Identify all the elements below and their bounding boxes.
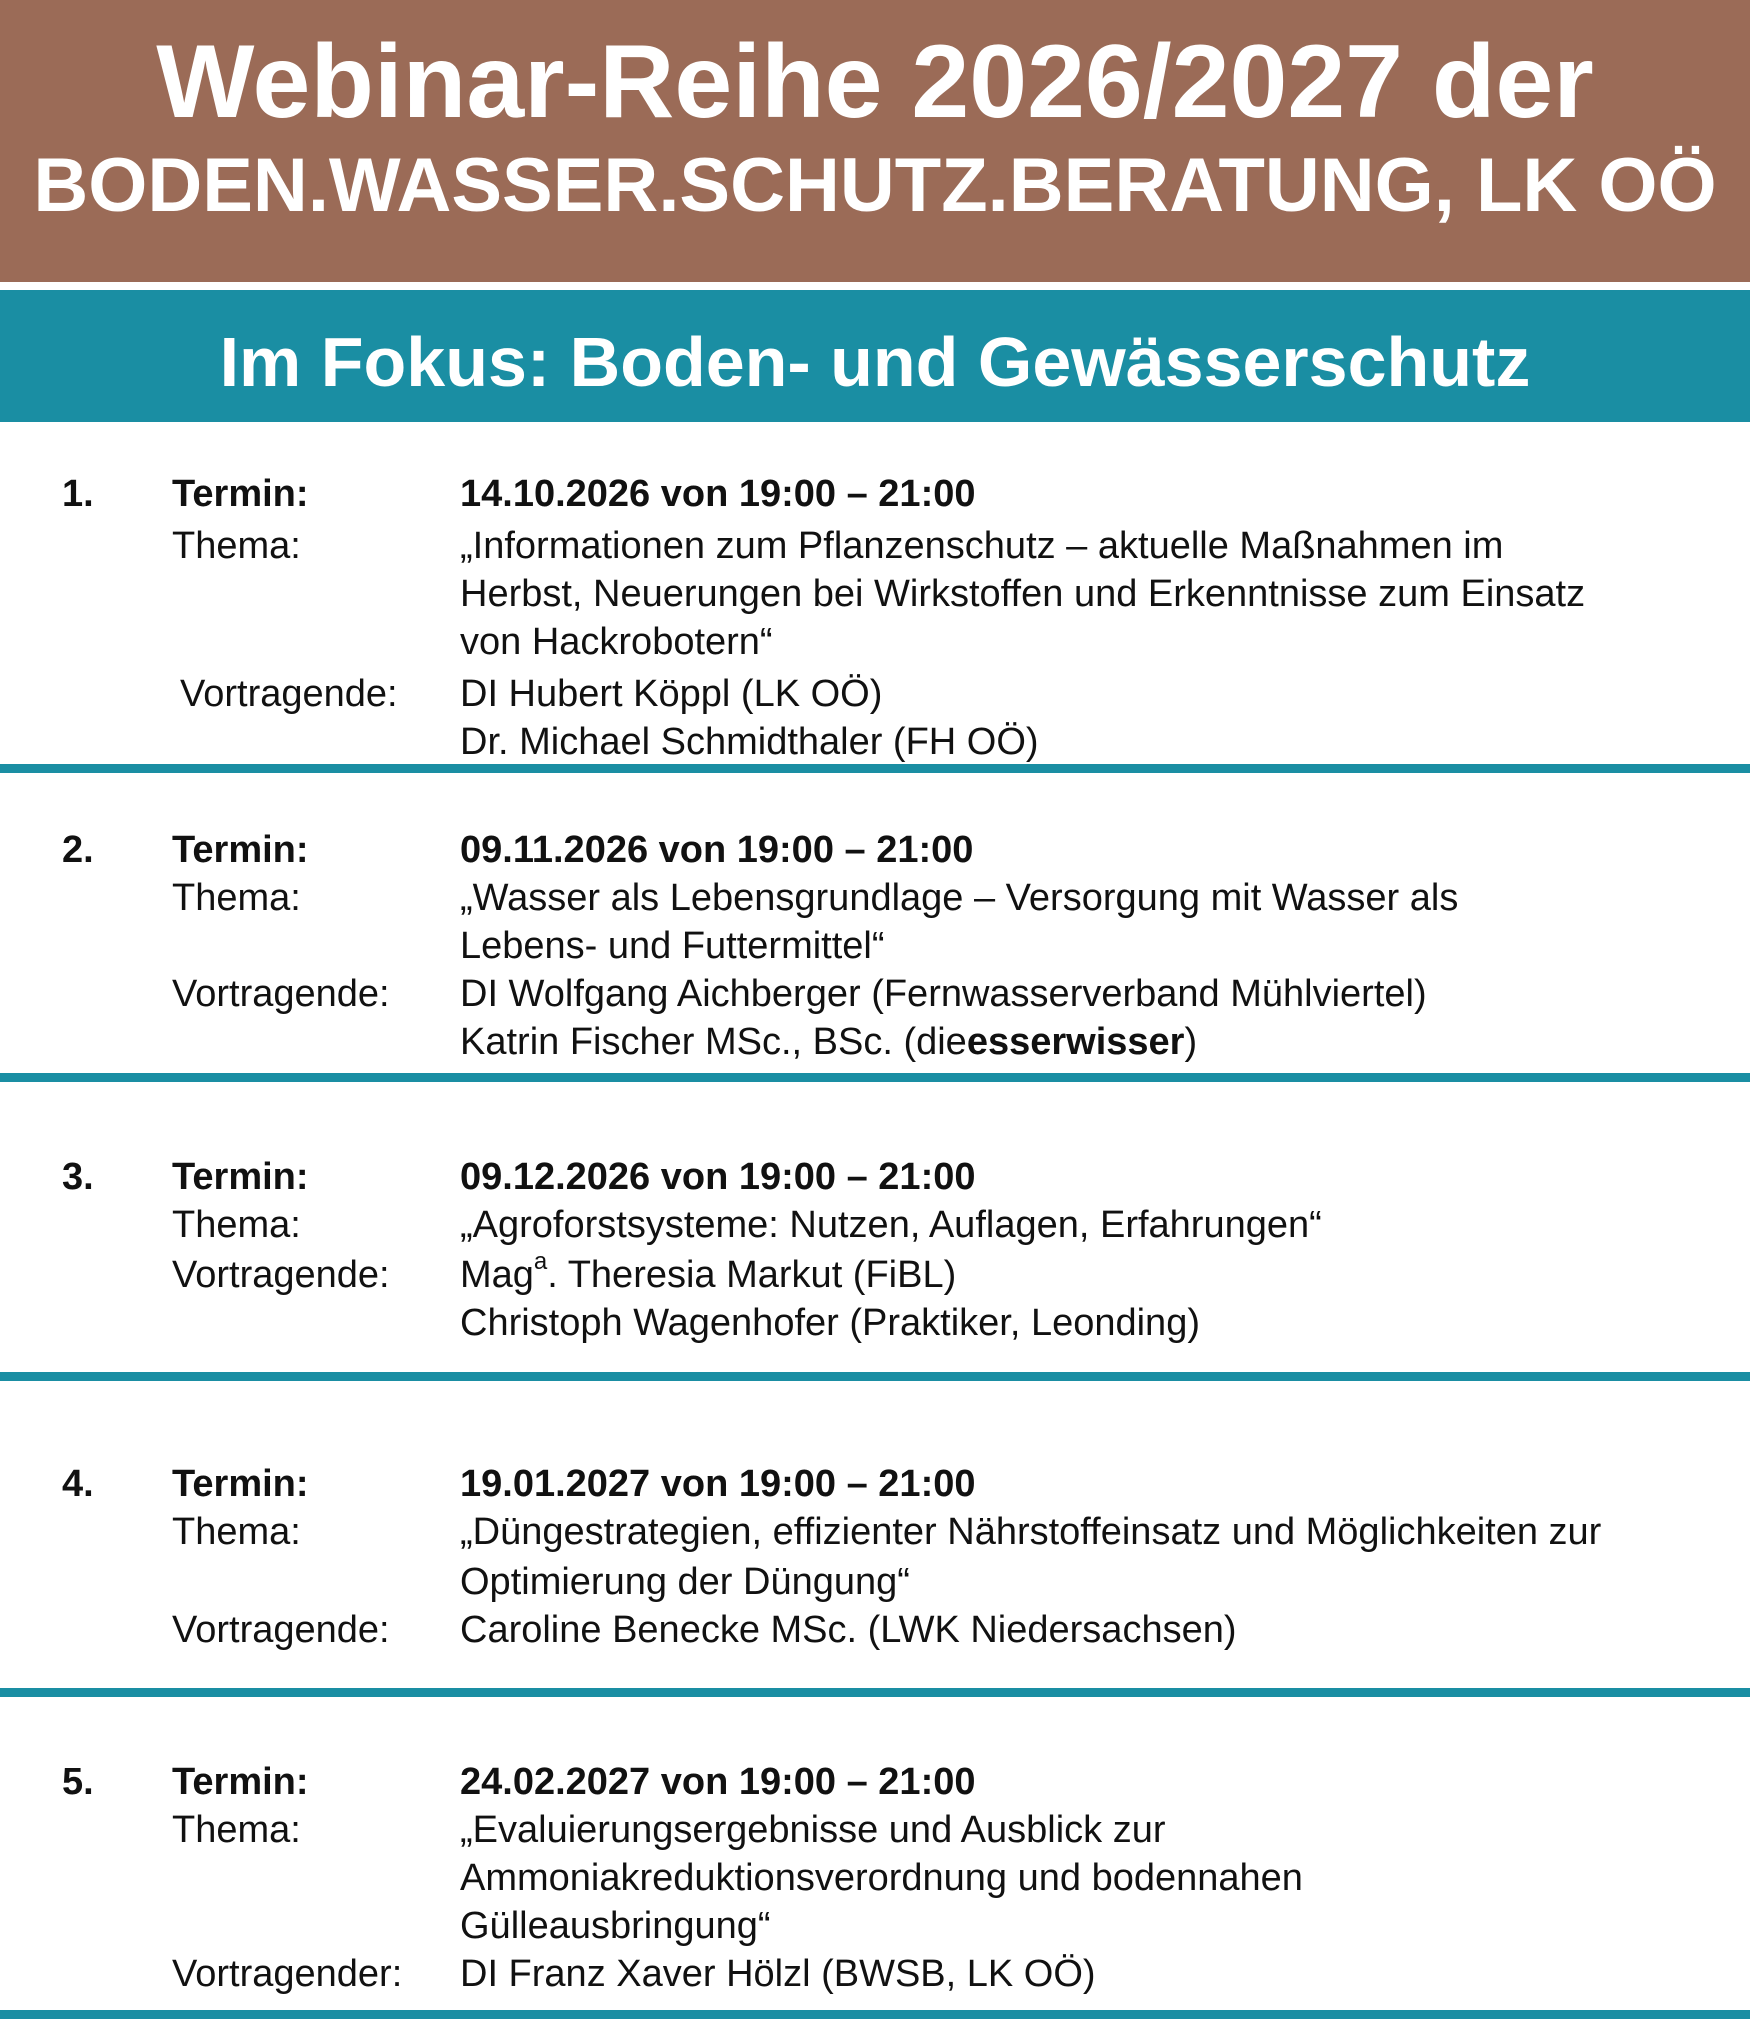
termin-value: 09.11.2026 von 19:00 – 21:00 [460, 829, 974, 871]
focus-title: Im Fokus: Boden- und Gewässerschutz [219, 323, 1531, 401]
thema-label: Thema: [172, 1511, 301, 1553]
speaker-org-bold: esserwisser [966, 1021, 1185, 1063]
speaker-name: . Theresia Markut (FiBL) [547, 1254, 957, 1296]
speaker [460, 1248, 1730, 1299]
thema-line: Herbst, Neuerungen bei Wirkstoffen und Erkenntnisse zum Einsatz [460, 573, 1586, 615]
thema-line: „Agroforstsysteme: Nutzen, Auflagen, Erfahrungen“ [460, 1204, 1322, 1246]
speaker-suffix: ) [1184, 1021, 1198, 1063]
vortragende-label: Vortragende: [180, 673, 398, 715]
speaker: Caroline Benecke MSc. (LWK Niedersachsen) [460, 1609, 1237, 1651]
termin-label: Termin: [172, 1156, 309, 1198]
speaker-title: Mag [460, 1254, 534, 1296]
speaker [460, 1018, 1730, 1066]
termin-value: 24.02.2027 von 19:00 – 21:00 [460, 1761, 976, 1803]
section-divider [0, 1073, 1750, 1082]
page-subtitle: BODEN.WASSER.SCHUTZ.BERATUNG, LK OÖ [33, 143, 1717, 228]
thema-line: Gülleausbringung“ [460, 1905, 771, 1947]
thema-label: Thema: [172, 1204, 301, 1246]
termin-value: 19.01.2027 von 19:00 – 21:00 [460, 1463, 976, 1505]
thema-line: „Informationen zum Pflanzenschutz – aktuelle Maßnahmen im [460, 525, 1504, 567]
speaker: Dr. Michael Schmidthaler (FH OÖ) [460, 721, 1039, 763]
termin-label: Termin: [172, 1463, 309, 1505]
section-divider [0, 1372, 1750, 1381]
vortragender-label: Vortragender: [172, 1953, 403, 1995]
section-divider [0, 1688, 1750, 1697]
session-number: 5. [62, 1761, 94, 1803]
vortragende-label: Vortragende: [172, 1254, 390, 1296]
session-number: 1. [62, 473, 94, 515]
thema-line: Ammoniakreduktionsverordnung und bodennahen [460, 1857, 1303, 1899]
session-number: 4. [62, 1463, 94, 1505]
speaker: DI Franz Xaver Hölzl (BWSB, LK OÖ) [460, 1953, 1096, 1995]
section-divider [0, 764, 1750, 773]
thema-line: Lebens- und Futtermittel“ [460, 925, 885, 967]
thema-line: „Düngestrategien, effizienter Nährstoffeinsatz und Möglichkeiten zur [460, 1511, 1602, 1553]
session-number: 3. [62, 1156, 94, 1198]
section-divider [0, 2010, 1750, 2019]
speaker: Christoph Wagenhofer (Praktiker, Leonding) [460, 1302, 1200, 1344]
thema-line: von Hackrobotern“ [460, 621, 773, 663]
termin-label: Termin: [172, 1761, 309, 1803]
speaker-title-sup: a [533, 1248, 548, 1276]
termin-value: 14.10.2026 von 19:00 – 21:00 [460, 473, 976, 515]
thema-label: Thema: [172, 877, 301, 919]
thema-label: Thema: [172, 525, 301, 567]
termin-label: Termin: [172, 829, 309, 871]
termin-value: 09.12.2026 von 19:00 – 21:00 [460, 1156, 976, 1198]
thema-line: „Wasser als Lebensgrundlage – Versorgung mit Wasser als [460, 877, 1459, 919]
focus-banner [0, 290, 1750, 422]
header-banner [0, 0, 1750, 282]
speaker: DI Wolfgang Aichberger (Fernwasserverband Mühlviertel) [460, 973, 1427, 1015]
thema-label: Thema: [172, 1809, 301, 1851]
thema-line: „Evaluierungsergebnisse und Ausblick zur [460, 1809, 1166, 1851]
vortragende-label: Vortragende: [172, 1609, 390, 1651]
speaker-name: Katrin Fischer MSc., BSc. (die [460, 1021, 967, 1063]
page-title: Webinar-Reihe 2026/2027 der [156, 24, 1594, 140]
termin-label: Termin: [172, 473, 309, 515]
session-number: 2. [62, 829, 94, 871]
vortragende-label: Vortragende: [172, 973, 390, 1015]
thema-line: Optimierung der Düngung“ [460, 1561, 910, 1603]
speaker: DI Hubert Köppl (LK OÖ) [460, 673, 883, 715]
